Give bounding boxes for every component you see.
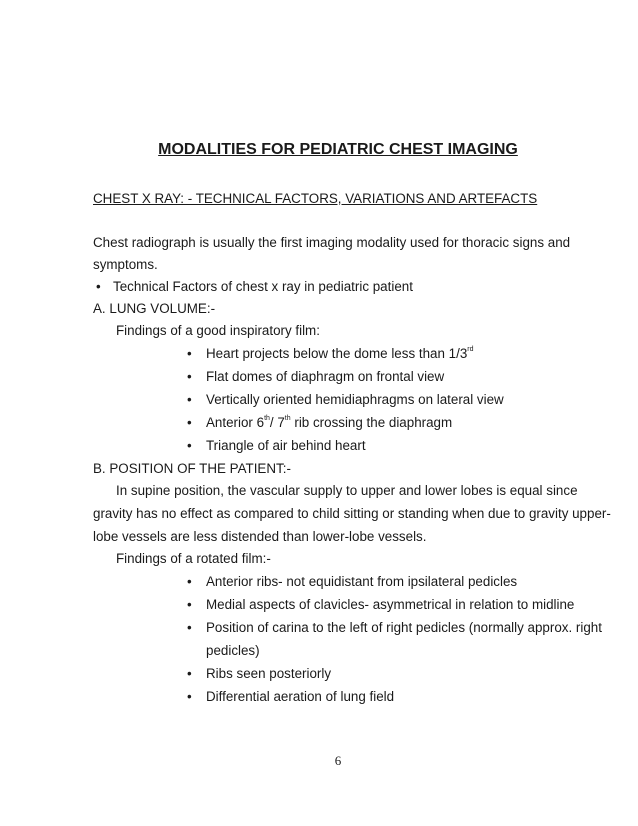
bullet-dot: •: [187, 369, 192, 384]
list-item: Vertically oriented hemidiaphragms on lateral view: [206, 392, 504, 407]
list-item: Flat domes of diaphragm on frontal view: [206, 369, 445, 384]
list-item: [206, 415, 452, 430]
list-item: [206, 346, 474, 361]
list-item-text: / 7: [269, 415, 285, 430]
patient-position-heading: B. POSITION OF THE PATIENT:-: [93, 461, 291, 476]
page-title: MODALITIES FOR PEDIATRIC CHEST IMAGING: [158, 141, 518, 158]
list-item-text: Heart projects below the dome less than 1/3: [206, 346, 468, 361]
bullet-dot: •: [187, 689, 192, 704]
page-number: 6: [334, 753, 342, 768]
bullet-dot: •: [187, 392, 192, 407]
paragraph-line-3: lobe vessels are less distended than lower-lobe vessels.: [93, 529, 427, 544]
superscript: rd: [467, 346, 474, 353]
lung-volume-heading: A. LUNG VOLUME:-: [93, 301, 216, 316]
list-item: Differential aeration of lung field: [206, 689, 395, 704]
superscript: th: [284, 415, 291, 422]
technical-factors-bullet: Technical Factors of chest x ray in pediatric patient: [113, 279, 413, 294]
paragraph-line-2: gravity has no effect as compared to child sitting or standing when due to gravity upper-: [93, 506, 611, 521]
list-item: Position of carina to the left of right pedicles (normally approx. right: [206, 620, 602, 635]
list-item: Triangle of air behind heart: [206, 438, 366, 453]
bullet-dot: •: [187, 620, 192, 635]
rotated-findings-label: Findings of a rotated film:-: [116, 551, 271, 566]
section-subtitle: CHEST X RAY: - TECHNICAL FACTORS, VARIATIONS AND ARTEFACTS: [93, 191, 538, 206]
intro-line-2: symptoms.: [93, 257, 158, 272]
bullet-dot: •: [96, 279, 101, 294]
paragraph-line-1: In supine position, the vascular supply to upper and lower lobes is equal since: [116, 483, 578, 498]
bullet-dot: •: [187, 415, 192, 430]
list-item-text: Anterior 6: [206, 415, 265, 430]
bullet-dot: •: [187, 666, 192, 681]
intro-line-1: Chest radiograph is usually the first imaging modality used for thoracic signs and: [93, 235, 571, 250]
list-item: Anterior ribs- not equidistant from ipsilateral pedicles: [206, 574, 518, 589]
bullet-dot: •: [187, 438, 192, 453]
list-item: Ribs seen posteriorly: [206, 666, 332, 681]
list-item-text: rib crossing the diaphragm: [290, 415, 453, 430]
bullet-dot: •: [187, 597, 192, 612]
superscript: th: [264, 415, 270, 422]
bullet-dot: •: [187, 574, 192, 589]
bullet-dot: •: [187, 346, 192, 361]
inspiratory-findings-label: Findings of a good inspiratory film:: [116, 323, 320, 338]
list-item: Medial aspects of clavicles- asymmetrical in relation to midline: [206, 597, 575, 612]
list-item-continuation: pedicles): [206, 643, 260, 658]
